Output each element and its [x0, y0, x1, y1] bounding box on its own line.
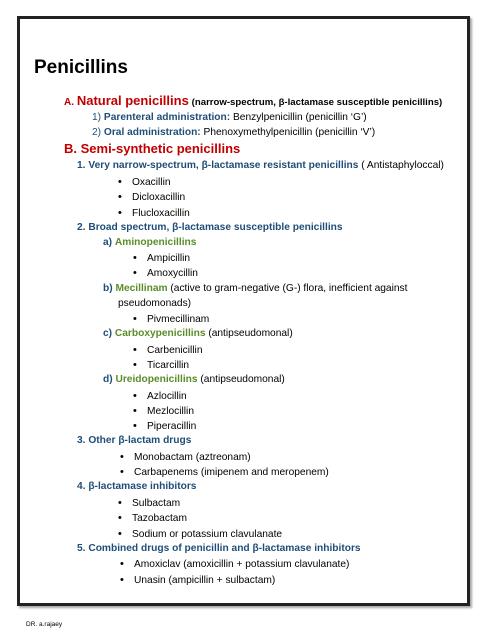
subgroup-d-heading: d) Ureidopenicillins (antipseudomonal) — [103, 374, 285, 385]
list-item: • Ticarcillin — [133, 358, 189, 373]
list-item: • Monobactam (aztreonam) — [120, 450, 251, 465]
list-item: • Flucloxacillin — [118, 206, 190, 221]
list-item: • Carbapenems (imipenem and meropenem) — [120, 465, 329, 480]
group-5-heading: 5. Combined drugs of penicillin and β-lactamase inhibitors — [77, 543, 361, 554]
subgroup-b-note: pseudomonads) — [118, 298, 192, 309]
list-item: • Unasin (ampicillin + sulbactam) — [120, 573, 275, 588]
section-b-heading: B. Semi-synthetic penicillins — [64, 141, 241, 156]
list-item: • Piperacillin — [133, 419, 196, 434]
list-item: • Sodium or potassium clavulanate — [118, 527, 282, 542]
list-item: • Mezlocillin — [133, 404, 194, 419]
list-item: • Sulbactam — [118, 496, 180, 511]
list-item: • Ampicillin — [133, 251, 190, 266]
group-3-heading: 3. Other β-lactam drugs — [77, 435, 192, 446]
footer-author: DR. a.rajaey — [26, 621, 63, 628]
subgroup-c-heading: c) Carboxypenicillins (antipseudomonal) — [103, 328, 293, 339]
list-item: • Azlocillin — [133, 389, 187, 404]
list-item: • Amoxycillin — [133, 266, 198, 281]
section-a-item: 2) Oral administration: Phenoxymethylpenicillin (penicillin ‘V’) — [92, 127, 376, 138]
list-item: • Dicloxacillin — [118, 190, 185, 205]
list-item: • Carbenicillin — [133, 343, 203, 358]
list-item: • Tazobactam — [118, 511, 187, 526]
section-a-heading: A. Natural penicillins (narrow-spectrum, β-lactamase susceptible penicillins) — [64, 93, 443, 108]
list-item: • Oxacillin — [118, 175, 171, 190]
group-4-heading: 4. β-lactamase inhibitors — [77, 481, 197, 492]
subgroup-a-heading: a) Aminopenicillins — [103, 237, 197, 248]
subgroup-b-heading: b) Mecillinam (active to gram-negative (G-) flora, inefficient against — [103, 283, 408, 294]
group-1-heading: 1. Very narrow-spectrum, β-lactamase resistant penicillins ( Antistaphyloccal) — [77, 160, 444, 171]
list-item: • Amoxiclav (amoxicillin + potassium clavulanate) — [120, 557, 349, 572]
page-title: Penicillins — [34, 57, 128, 78]
list-item: • Pivmecillinam — [133, 312, 209, 327]
group-2-heading: 2. Broad spectrum, β-lactamase susceptible penicillins — [77, 222, 343, 233]
section-a-item: 1) Parenteral administration: Benzylpenicillin (penicillin ‘G’) — [92, 112, 367, 123]
